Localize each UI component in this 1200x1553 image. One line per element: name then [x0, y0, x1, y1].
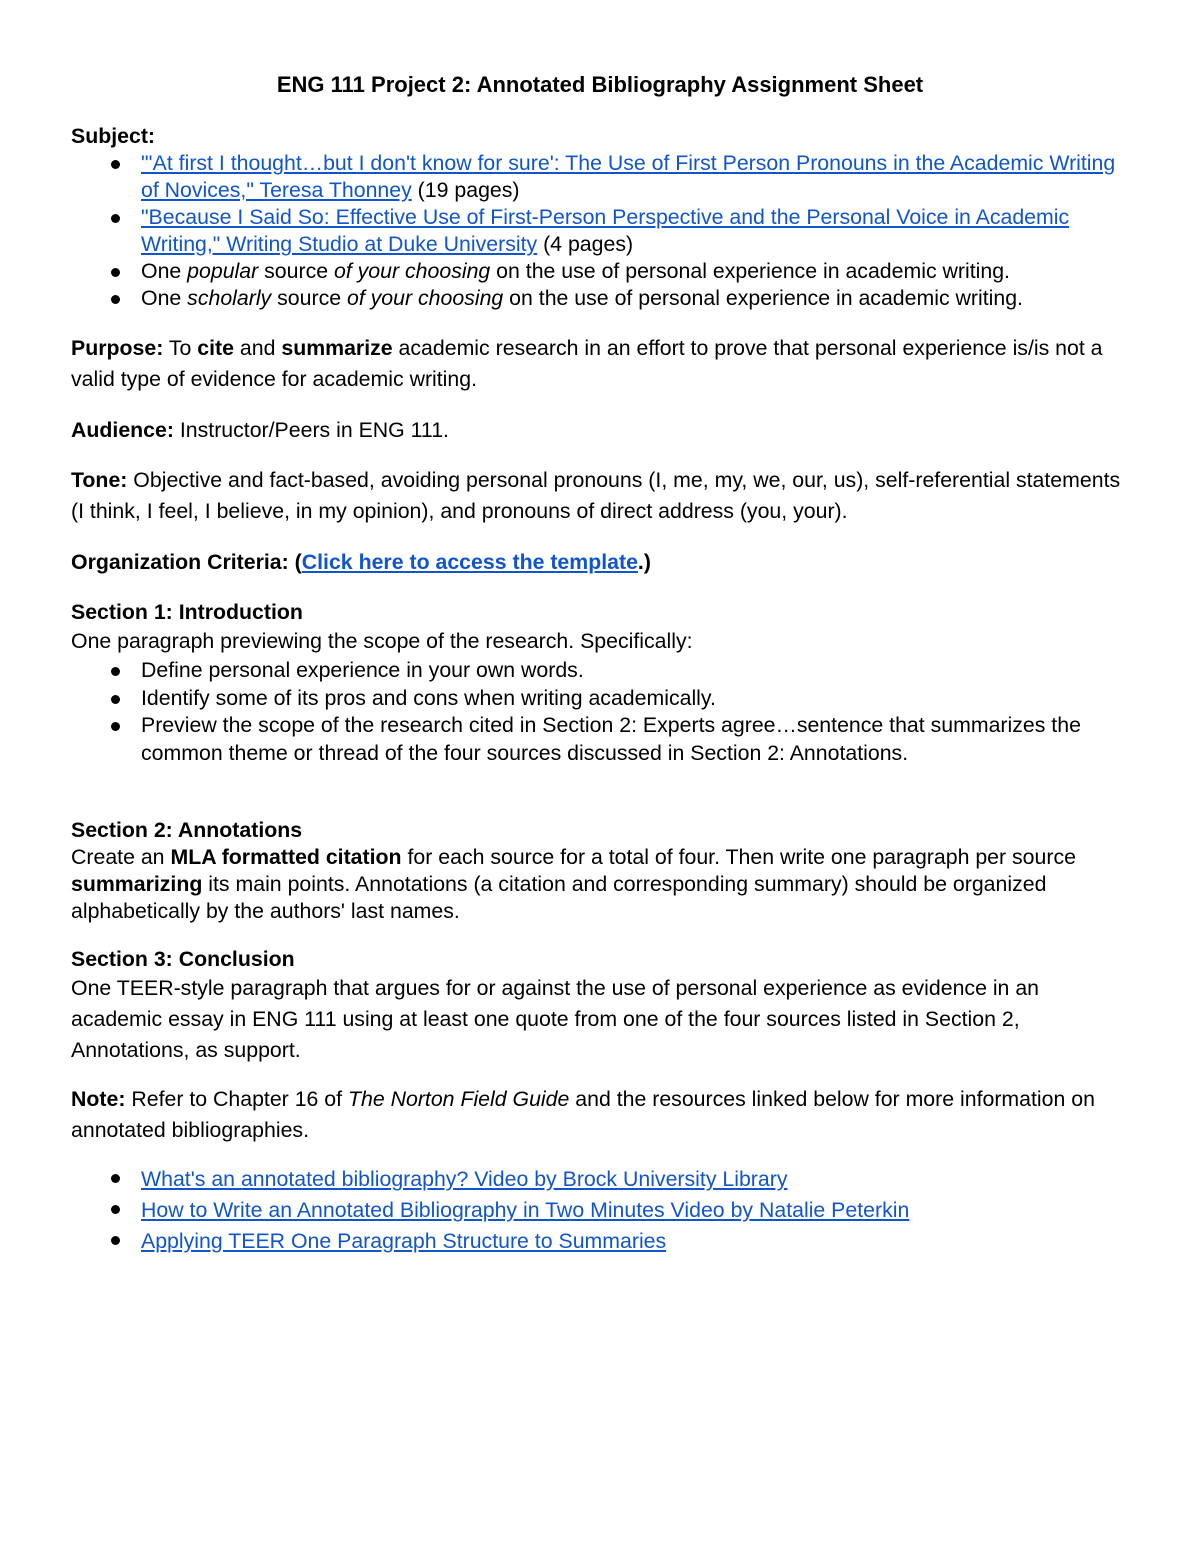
page-title: ENG 111 Project 2: Annotated Bibliography Assignment Sheet	[276, 72, 924, 97]
item-emphasis: of your choosing	[333, 259, 491, 283]
list-item: Define personal experience in your own words.	[71, 657, 1133, 685]
item-text: One	[141, 286, 188, 310]
text: Create an	[71, 845, 171, 869]
item-emphasis: of your choosing	[346, 286, 504, 310]
audience-label: Audience:	[71, 418, 174, 442]
organization-label: Organization Criteria: (	[71, 550, 302, 574]
text: Refer to Chapter 16 of	[125, 1087, 348, 1111]
section-1	[71, 598, 1133, 767]
purpose-label: Purpose:	[71, 336, 164, 360]
text: its main points. Annotations (a citation and corresponding summary) should be organized alphabetically by the authors' last names.	[71, 872, 1047, 923]
text: for each source for a total of four. Then write one paragraph per source	[401, 845, 1076, 869]
section-3-body: One TEER-style paragraph that argues for or against the use of personal experience as evidence in an academic essay in ENG 111 using at least one quote from one of the four sources listed in Section 2, Annotations, as support.	[71, 976, 1040, 1062]
subject-label: Subject:	[71, 124, 156, 148]
subject-list	[71, 150, 1133, 312]
source-link-duke[interactable]: "Because I Said So: Effective Use of First-Person Perspective and the Personal Voice in Academic Writing," Writing Studio at Duke University	[141, 205, 1070, 256]
bold-text: cite	[197, 336, 234, 360]
list-item: Preview the scope of the research cited in Section 2: Experts agree…sentence that summarizes the common theme or thread of the four sources discussed in Section 2: Annotations.	[71, 712, 1133, 767]
item-text: on the use of personal experience in academic writing.	[490, 259, 1010, 283]
item-text: source	[271, 286, 347, 310]
subject-section	[71, 123, 1133, 312]
resources-section	[71, 1164, 1133, 1257]
section-3	[71, 945, 1133, 1066]
list-item	[71, 1195, 1133, 1226]
section-2	[71, 817, 1133, 925]
text: academic research in an effort to prove that personal experience is/is not a valid type of evidence for academic writing.	[71, 336, 1103, 391]
text: Objective and fact-based, avoiding personal pronouns (I, me, my, we, our, us), self-referential statements (I think, I feel, I believe, in my opinion), and pronouns of direct address (you, your).	[71, 468, 1121, 523]
resource-link-teer[interactable]: Applying TEER One Paragraph Structure to Summaries	[141, 1229, 667, 1253]
list-item: Identify some of its pros and cons when writing academically.	[71, 685, 1133, 713]
resource-link-brock[interactable]: What's an annotated bibliography? Video by Brock University Library	[141, 1167, 788, 1191]
list-item	[71, 1164, 1133, 1195]
page-count: (19 pages)	[411, 178, 520, 202]
section-3-heading: Section 3: Conclusion	[71, 947, 295, 971]
note-paragraph	[71, 1084, 1133, 1146]
tone-paragraph	[71, 465, 1133, 527]
organization-paragraph	[71, 547, 1133, 578]
section-1-intro: One paragraph previewing the scope of the research. Specifically:	[71, 629, 693, 653]
section-1-list	[71, 657, 1133, 767]
list-item	[71, 150, 1133, 204]
item-emphasis: popular	[187, 259, 259, 283]
text: To	[163, 336, 198, 360]
list-item	[71, 258, 1133, 285]
bold-text: MLA formatted citation	[170, 845, 402, 869]
item-text: on the use of personal experience in academic writing.	[503, 286, 1023, 310]
source-link-thonney[interactable]: "'At first I thought…but I don't know for sure': The Use of First Person Pronouns in the Academic Writing of Novices," Teresa Thonney	[141, 151, 1116, 202]
resources-list	[71, 1164, 1133, 1257]
tone-label: Tone:	[71, 468, 128, 492]
bold-text: summarize	[281, 336, 393, 360]
text: and the resources linked below for more information on annotated bibliographies.	[71, 1087, 1095, 1142]
item-text: One	[141, 259, 188, 283]
item-emphasis: scholarly	[187, 286, 272, 310]
audience-paragraph	[71, 415, 1133, 446]
text: and	[233, 336, 282, 360]
text: .)	[637, 550, 651, 574]
resource-link-peterkin[interactable]: How to Write an Annotated Bibliography in Two Minutes Video by Natalie Peterkin	[141, 1198, 910, 1222]
section-2-heading: Section 2: Annotations	[71, 818, 303, 842]
text: Instructor/Peers in ENG 111.	[173, 418, 449, 442]
list-item	[71, 285, 1133, 312]
note-label: Note:	[71, 1087, 126, 1111]
section-2-body	[71, 844, 1133, 925]
section-1-heading: Section 1: Introduction	[71, 600, 303, 624]
book-title: The Norton Field Guide	[347, 1087, 570, 1111]
page-count: (4 pages)	[537, 232, 634, 256]
bold-text: summarizing	[71, 872, 203, 896]
item-text: source	[258, 259, 334, 283]
list-item	[71, 204, 1133, 258]
template-link[interactable]: Click here to access the template	[301, 550, 638, 574]
list-item	[71, 1226, 1133, 1257]
purpose-paragraph	[71, 333, 1133, 395]
